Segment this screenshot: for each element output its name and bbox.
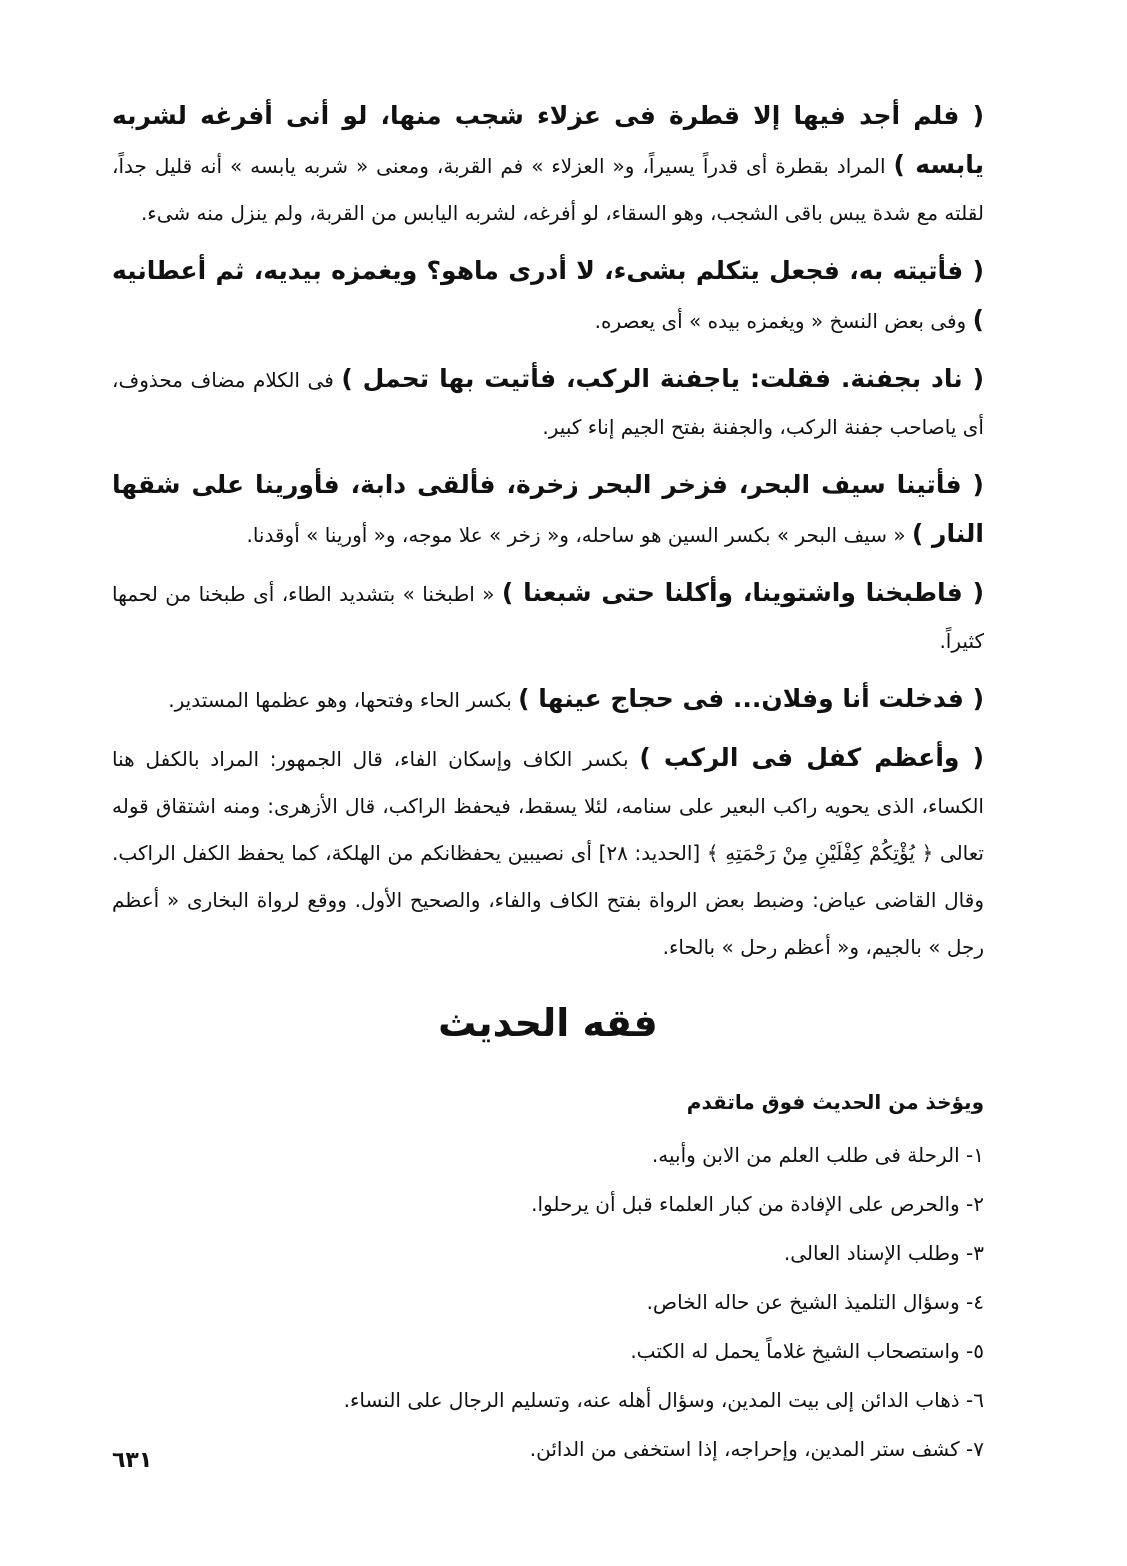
page-number: ٦٣١ — [112, 1448, 153, 1473]
list-item: ٤- وسؤال التلميذ الشيخ عن حاله الخاص. — [646, 1290, 984, 1314]
list-item: ٧- كشف ستر المدين، وإحراجه، إذا استخفى من الدائن. — [529, 1437, 984, 1461]
commentary-paragraph — [112, 734, 984, 971]
hadith-quote: ( فاطبخنا واشتوينا، وأكلنا حتى شبعنا ) — [501, 578, 984, 607]
commentary-paragraph — [112, 92, 984, 237]
commentary-paragraph — [112, 461, 984, 559]
list-item: ٦- ذهاب الدائن إلى بيت المدين، وسؤال أهله عنه، وتسليم الرجال على النساء. — [343, 1388, 984, 1412]
hadith-quote: ( فلم أجد فيها إلا قطرة فى عزلاء شجب منها، لو أنى أفرغه لشربه يابسه ) — [112, 101, 984, 179]
subheading: ويؤخذ من الحديث فوق ماتقدم — [686, 1090, 984, 1114]
explanation-text: « اطبخنا » بتشديد الطاء، أى طبخنا من لحمها كثيراً. — [112, 582, 984, 653]
hadith-quote: ( ناد بجفنة. فقلت: ياجفنة الركب، فأتيت بها تحمل ) — [341, 364, 984, 393]
explanation-text: « سيف البحر » بكسر السين هو ساحله، و« زخر » علا موجه، و« أورينا » أوقدنا. — [246, 523, 912, 547]
commentary-paragraph — [112, 569, 984, 665]
commentary-paragraph — [112, 675, 984, 724]
explanation-text: بكسر الحاء وفتحها، وهو عظمها المستدير. — [168, 688, 519, 712]
hadith-quote: ( وأعظم كفل فى الركب ) — [639, 743, 984, 772]
commentary-section — [112, 92, 984, 971]
list-item: ٥- واستصحاب الشيخ غلاماً يحمل له الكتب. — [630, 1339, 984, 1363]
section-title: فقه الحديث — [438, 1001, 658, 1045]
explanation-text: فى الكلام مضاف محذوف، أى ياصاحب جفنة الركب، والجفنة بفتح الجيم إناء كبير. — [112, 368, 984, 439]
list-item: ١- الرحلة فى طلب العلم من الابن وأبيه. — [651, 1143, 984, 1167]
commentary-paragraph — [112, 247, 984, 345]
hadith-quote: ( فأتينا سيف البحر، فزخر البحر زخرة، فألقى دابة، فأورينا على شقها النار ) — [112, 470, 984, 548]
page-body — [112, 92, 984, 1474]
list-item: ٢- والحرص على الإفادة من كبار العلماء قبل أن يرحلوا. — [531, 1192, 984, 1216]
explanation-text: بكسر الكاف وإسكان الفاء، قال الجمهور: المراد بالكفل هنا الكساء، الذى يحويه راكب البعير على سنامه، لئلا يسقط، فيحفظ الراكب، قال الأزهرى: ومنه اشتقاق قوله تعالى ﴿ يُؤْتِكُمْ كِفْلَيْنِ مِنْ رَحْمَتِهِ ﴾ [الحديد: ٢٨] أى نصيبين يحفظانكم من الهلكة، كما يحفظ الكفل الراكب. وقال القاضى عياض: وضبط بعض الرواة بفتح الكاف والفاء، والصحيح الأول. ووقع لرواة البخارى « أعظم رجل » بالجيم، و« أعظم رحل » بالحاء. — [112, 747, 984, 959]
explanation-text: وفى بعض النسخ « ويغمزه بيده » أى يعصره. — [594, 309, 973, 333]
commentary-paragraph — [112, 355, 984, 451]
benefits-list — [112, 1131, 984, 1474]
hadith-quote: ( فدخلت أنا وفلان... فى حجاج عينها ) — [518, 684, 984, 713]
list-item: ٣- وطلب الإسناد العالى. — [783, 1241, 984, 1265]
explanation-text: المراد بقطرة أى قدراً يسيراً، و« العزلاء » فم القربة، ومعنى « شربه يابسه » أنه قليل جداً، لقلته مع شدة يبس باقى الشجب، وهو السقاء، لو أفرغه، لشربه اليابس من القربة، ولم ينزل منه شىء. — [112, 154, 984, 225]
hadith-quote: ( فأتيته به، فجعل يتكلم بشىء، لا أدرى ماهو؟ ويغمزه بيديه، ثم أعطانيه ) — [112, 256, 984, 334]
